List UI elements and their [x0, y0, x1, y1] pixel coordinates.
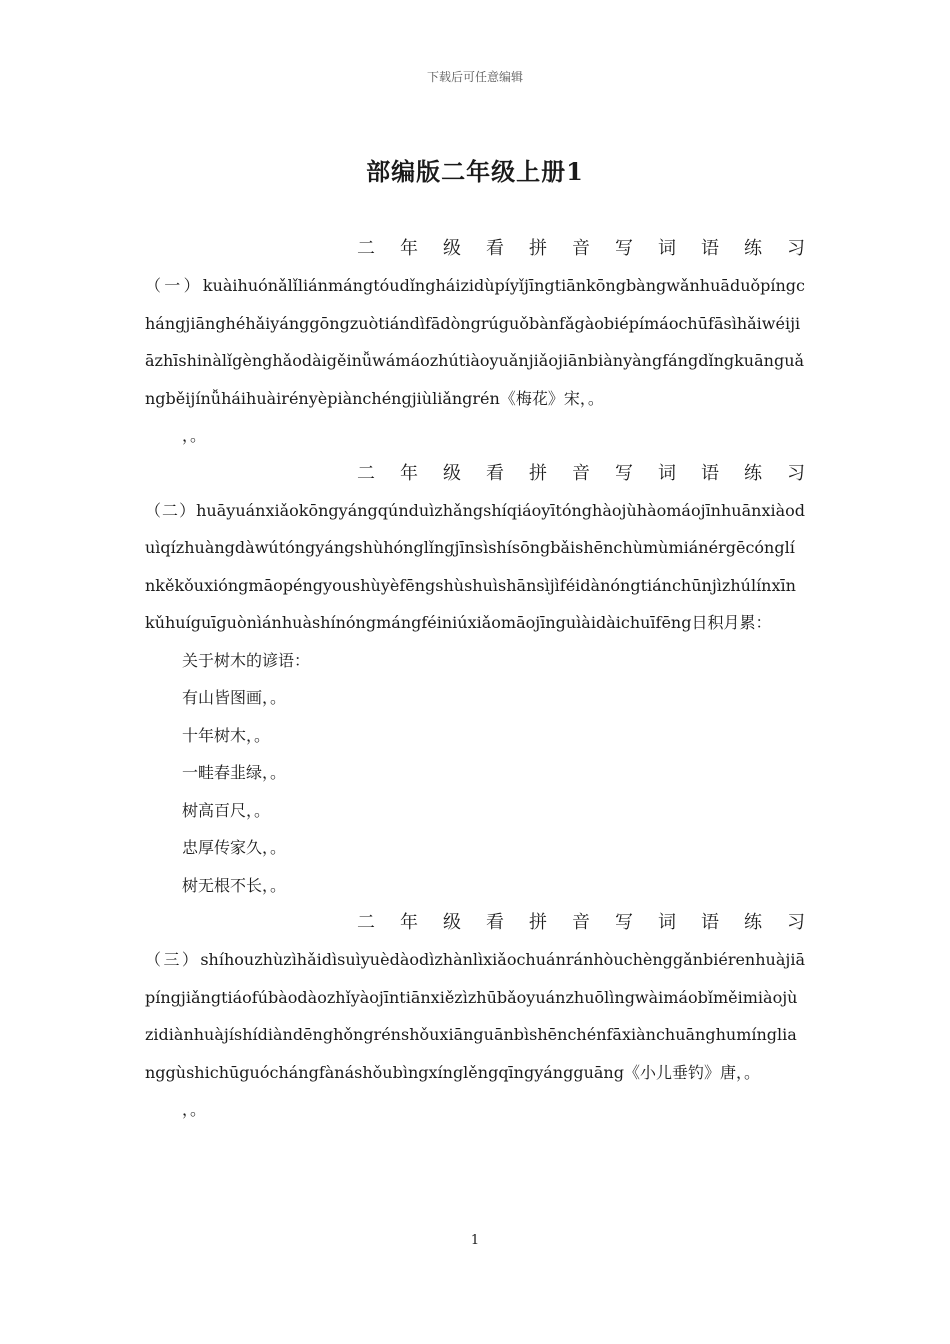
section-heading-1 [145, 230, 805, 267]
section-label: （二） [145, 500, 197, 520]
proverb-line: 树高百尺，。 [182, 800, 271, 820]
heading-char: 习 [787, 912, 805, 933]
heading-char: 二 [357, 238, 375, 259]
heading-char: 词 [658, 912, 676, 933]
blank-line: ，。 [182, 426, 207, 445]
proverb-line: 一畦春韭绿，。 [182, 763, 287, 782]
heading-char: 写 [615, 912, 633, 933]
heading-char: 看 [486, 238, 504, 259]
section-label: （三） [145, 950, 201, 969]
heading-char: 拼 [529, 462, 547, 484]
pinyin-text: shíhouzhùzìhǎidìsuìyuèdàodìzhànlìxiǎochuánránhòuchènggǎnbiérenhuàjiāpíngjiǎngtiáofúbàodàozhǐyàojīntiānxiězìzhūbǎoyuánzhuōlìngwàimáobǐměimiàojùzidiànhuàjíshídiàndēnghǒngrénshǒuxiānguānbìshēnchénfāxiànchuānghumínglianggùshichūguóchángfànáshǒubìngxínglěngqīngyángguāng《小儿垂钓》唐，。 [145, 950, 805, 1082]
heading-char: 看 [486, 912, 504, 933]
proverb-line: 树无根不长，。 [182, 875, 287, 895]
heading-char: 练 [744, 238, 762, 259]
heading-char: 二 [357, 912, 375, 933]
heading-char: 音 [572, 912, 590, 933]
section-label: （一） [145, 276, 203, 295]
heading-char: 音 [572, 238, 590, 259]
heading-char: 写 [615, 462, 633, 484]
heading-char: 看 [486, 462, 504, 484]
proverb-line: 十年树木，。 [182, 725, 271, 745]
heading-char: 语 [701, 462, 719, 484]
pinyin-paragraph-2 [145, 492, 805, 642]
heading-char: 拼 [529, 912, 547, 933]
header-note: 下载后可任意编辑 [426, 70, 523, 84]
heading-char: 词 [658, 462, 676, 484]
proverb-heading: 关于树木的谚语： [182, 650, 311, 670]
heading-char: 年 [400, 462, 418, 484]
proverb-line: 有山皆图画，。 [182, 688, 287, 707]
document-title: 部编版二年级上册1 [366, 157, 584, 186]
heading-char: 练 [744, 462, 762, 484]
heading-char: 年 [400, 238, 418, 259]
blank-line: ，。 [182, 1100, 207, 1119]
pinyin-text: huāyuánxiǎokōngyángqúnduìzhǎngshíqiáoyītónghàojùhàomáojīnhuānxiàoduìqízhuàngdàwútóngyángshùhónglǐngjīnsìshísōngbǎishēnchùmùmiánérgēcónglínkěkǒuxióngmāopéngyoushùyèfēngshùshuìshānsìjìféidànóngtiánchūnjìzhúlínxīnkǔhuíguīguònìánhuàshínóngmángféiniúxiǎomāojīnguìàidàichuīfēng日积月累： [145, 500, 805, 632]
pinyin-text: kuàihuónǎlǐliánmángtóudǐngháizidùpíyǐjīngtiānkōngbàngwǎnhuāduǒpíngchángjiānghéhǎiyánggōngzuòtiándìfādòngrúguǒbànfǎgàobiépímáochūfāsìhǎiwéijiāzhīshinàlǐgènghǎodàigěinǚwámáozhútiàoyuǎnjiǎojiānbiànyàngfángdǐngkuānguǎngběijínǚháihuàirényèpiànchéngjiùliǎngrén《梅花》宋，。 [145, 276, 805, 408]
page-number: 1 [470, 1233, 480, 1248]
heading-char: 级 [443, 238, 461, 259]
heading-char: 音 [572, 462, 590, 484]
heading-char: 级 [443, 462, 461, 484]
section-heading-2 [145, 455, 805, 492]
heading-char: 习 [787, 462, 805, 484]
section-heading-3 [145, 904, 805, 941]
heading-char: 级 [443, 912, 461, 933]
heading-char: 习 [787, 238, 805, 259]
heading-char: 二 [357, 462, 375, 484]
heading-char: 词 [658, 238, 676, 259]
heading-char: 写 [615, 238, 633, 259]
proverb-line: 忠厚传家久，。 [182, 838, 287, 857]
heading-char: 拼 [529, 238, 547, 259]
heading-char: 年 [400, 912, 418, 933]
heading-char: 语 [701, 238, 719, 259]
heading-char: 练 [744, 912, 762, 933]
document-body [145, 230, 805, 1129]
pinyin-paragraph-1 [145, 267, 805, 417]
pinyin-paragraph-3 [145, 941, 805, 1091]
heading-char: 语 [701, 912, 719, 933]
